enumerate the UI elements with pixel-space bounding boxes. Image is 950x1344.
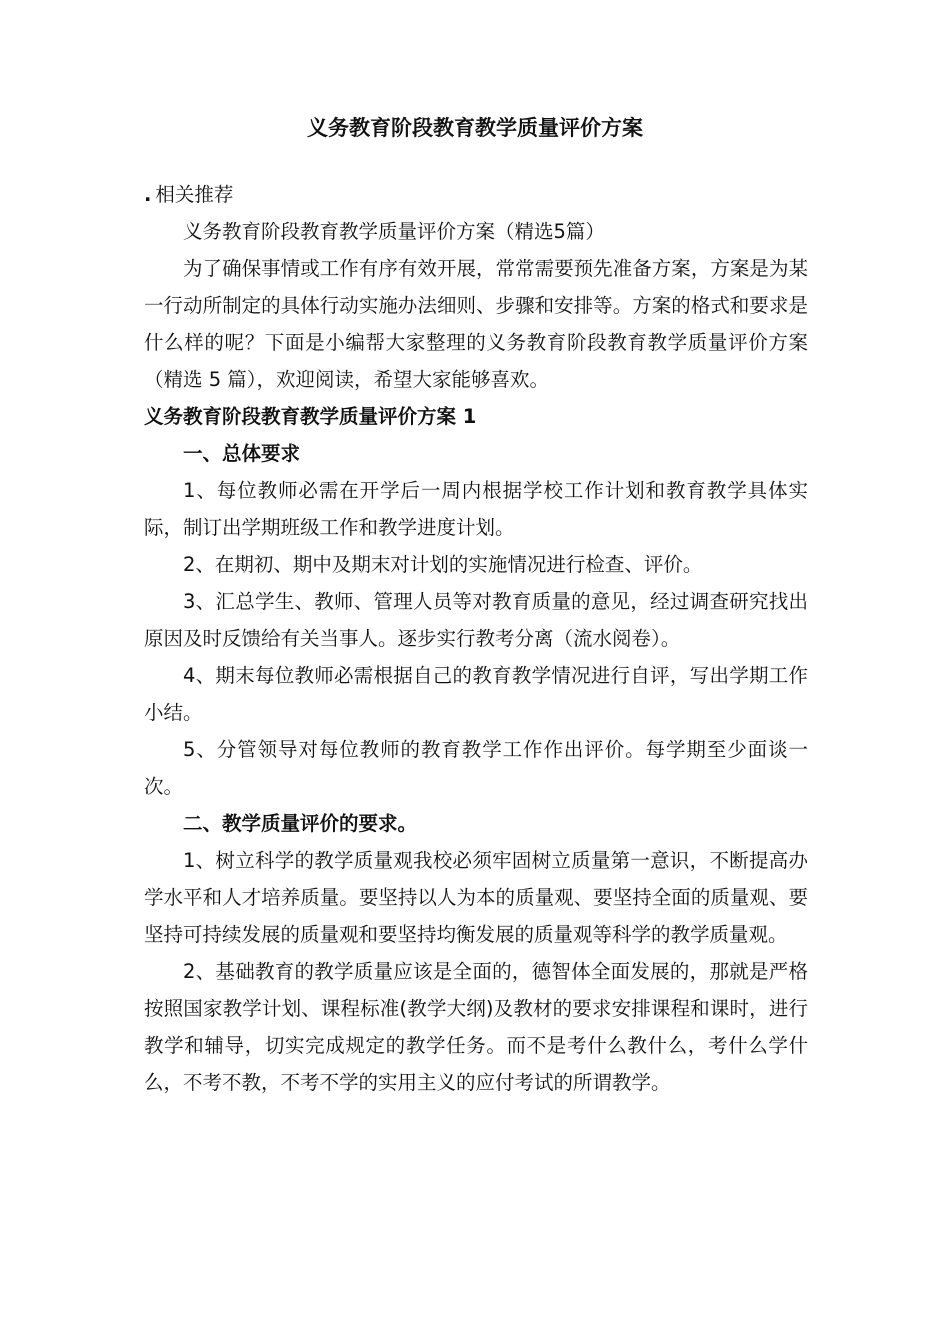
paragraph: 2、在期初、期中及期末对计划的实施情况进行检查、评价。 — [183, 553, 703, 576]
paragraph: 义务教育阶段教育教学质量评价方案 1 — [144, 405, 477, 428]
paragraph: 5、分管领导对每位教师的教育教学工作作出评价。每学期至少面谈一次。 — [144, 738, 808, 798]
paragraph: 义务教育阶段教育教学质量评价方案（精选5篇） — [183, 220, 605, 243]
paragraph: 1、树立科学的教学质量观我校必须牢固树立质量第一意识，不断提高办学水平和人才培养质量。要坚持以人为本的质量观、要坚持全面的质量观、要坚持可持续发展的质量观和要坚持均衡发展的质量观等科学的教学质量观。 — [144, 849, 808, 946]
document-body — [144, 176, 808, 1101]
paragraph: 二、教学质量评价的要求。 — [183, 812, 418, 835]
paragraph: 一、总体要求 — [183, 442, 301, 465]
paragraph: 4、期末每位教师必需根据自己的教育教学情况进行自评，写出学期工作小结。 — [144, 664, 808, 724]
related-label: 相关推荐 — [155, 183, 234, 206]
related-recommendation[interactable] — [144, 176, 808, 213]
paragraph: 1、每位教师必需在开学后一周内根据学校工作计划和教育教学具体实际，制订出学期班级工作和教学进度计划。 — [144, 479, 808, 539]
bullet-icon: . — [144, 183, 152, 206]
paragraph: 为了确保事情或工作有序有效开展，常常需要预先准备方案，方案是为某一行动所制定的具体行动实施办法细则、步骤和安排等。方案的格式和要求是什么样的呢？下面是小编帮大家整理的义务教育阶段教育教学质量评价方案（精选 5 篇），欢迎阅读，希望大家能够喜欢。 — [144, 257, 808, 391]
paragraph: 2、基础教育的教学质量应该是全面的，德智体全面发展的，那就是严格按照国家教学计划、课程标准(教学大纲)及教材的要求安排课程和课时，进行教学和辅导，切实完成规定的教学任务。而不是考什么教什么，考什么学什么，不考不教，不考不学的实用主义的应付考试的所谓教学。 — [144, 960, 808, 1094]
document-title: 义务教育阶段教育教学质量评价方案 — [307, 116, 643, 140]
paragraph: 3、汇总学生、教师、管理人员等对教育质量的意见，经过调查研究找出原因及时反馈给有关当事人。逐步实行教考分离（流水阅卷）。 — [144, 590, 808, 650]
